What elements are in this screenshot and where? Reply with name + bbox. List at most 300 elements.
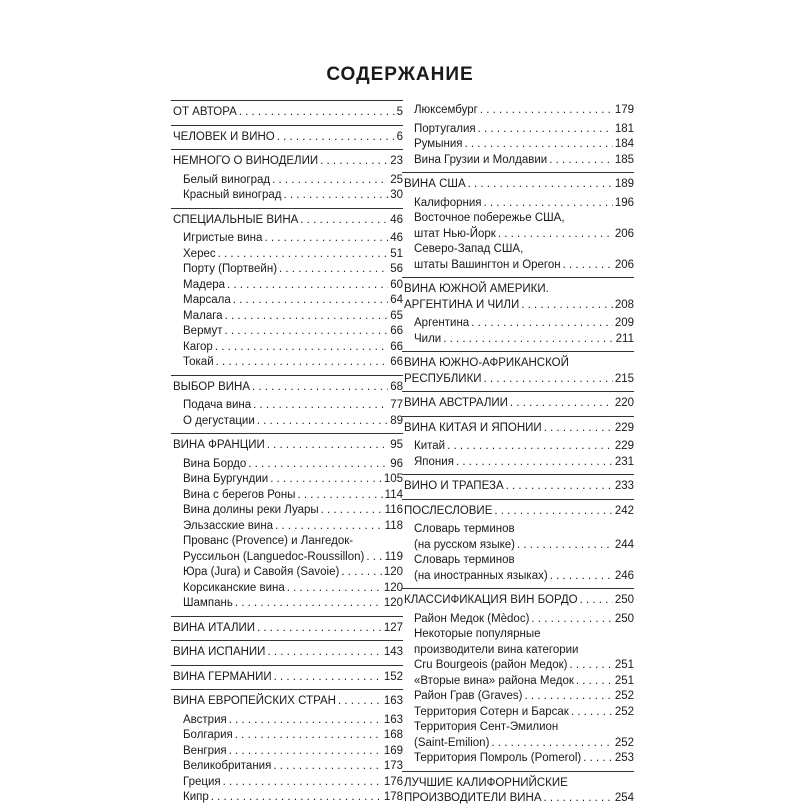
toc-entry-text: Шампань: [183, 597, 233, 609]
toc-section: [402, 499, 634, 585]
page-number: 173: [383, 760, 403, 772]
toc-entry-text: Мадера: [183, 278, 226, 291]
toc-entry-text: ОТ АВТОРА: [173, 106, 237, 118]
toc-chapter[interactable]: [402, 356, 634, 387]
dot-leader: [570, 658, 613, 674]
dot-leader: [483, 196, 612, 212]
toc-entry-text-line: производители вина категории: [414, 643, 579, 656]
dot-leader: [264, 231, 388, 247]
toc-entry-text: ВИНО И ТРАПЕЗА: [404, 480, 504, 492]
dot-leader: [544, 791, 613, 807]
toc-entry-row: [183, 278, 403, 294]
page-number: 251: [614, 659, 634, 671]
toc-chapter[interactable]: [402, 282, 634, 313]
toc-entry-row: [414, 122, 634, 138]
toc-entry-text: Аргентина: [414, 317, 470, 329]
dot-leader: [456, 455, 613, 471]
toc-entry-row: [414, 658, 634, 674]
toc-entry-text: Чили: [414, 332, 442, 345]
dot-leader: [270, 472, 382, 488]
toc-entry-text-line: Некоторые популярные: [414, 628, 541, 640]
page-number: 220: [614, 397, 634, 409]
toc-subentry[interactable]: [171, 188, 403, 204]
toc-subentry[interactable]: [171, 744, 403, 760]
page-number: 46: [390, 213, 403, 226]
page-number: 233: [614, 480, 634, 492]
dot-leader: [216, 355, 389, 371]
toc-entry-row: [404, 504, 634, 520]
toc-entry-row: [173, 154, 403, 170]
toc-subentry[interactable]: [402, 103, 634, 119]
toc-entry-row: [414, 736, 634, 752]
toc-entry-row: [414, 455, 634, 471]
toc-column-right: [402, 100, 634, 811]
toc-subentry[interactable]: [402, 612, 634, 628]
toc-entry-row: [183, 398, 403, 414]
page-number: 168: [383, 729, 403, 741]
toc-chapter[interactable]: [171, 645, 403, 661]
toc-entry-row: [183, 503, 403, 519]
dot-leader: [576, 674, 613, 690]
toc-entry-text: Территория Помроль (Pomerol): [414, 752, 582, 764]
toc-entry-text: Корсиканские вина: [183, 581, 285, 594]
page-number: 208: [614, 298, 634, 311]
toc-subentry[interactable]: [171, 247, 403, 263]
dot-leader: [273, 759, 381, 775]
toc-subentry[interactable]: [402, 674, 634, 690]
toc-entry-text: Венгрия: [183, 744, 227, 757]
dot-leader: [480, 103, 613, 119]
toc-entry-row: [183, 247, 403, 263]
page-number: 120: [383, 566, 403, 578]
toc-chapter[interactable]: [171, 213, 403, 229]
toc-subentry[interactable]: [171, 293, 403, 309]
toc-section: [171, 208, 403, 371]
toc-entry-text: «Вторые вина» района Медок: [414, 674, 574, 687]
toc-subentry[interactable]: [171, 581, 403, 597]
toc-subentry[interactable]: [402, 122, 634, 138]
toc-subentry[interactable]: [171, 309, 403, 325]
page-number: 114: [384, 488, 403, 501]
toc-entry-text-line: Словарь терминов: [414, 523, 515, 535]
toc-entry-row: [404, 421, 634, 437]
toc-entry-row: [404, 396, 634, 412]
toc-entry-row: [183, 414, 403, 430]
page-number: 206: [614, 258, 634, 271]
toc-subentry[interactable]: [402, 720, 634, 751]
dot-leader: [563, 258, 613, 274]
dot-leader: [229, 713, 382, 729]
page-number: 176: [383, 775, 403, 788]
toc-chapter[interactable]: [402, 396, 634, 412]
toc-subentry[interactable]: [402, 137, 634, 153]
toc-entry-row: [414, 316, 634, 332]
toc-subentry[interactable]: [402, 553, 634, 584]
dot-leader: [550, 569, 613, 585]
toc-entry-text: (на русском языке): [414, 538, 515, 551]
page-number: 206: [614, 227, 634, 240]
page-number: 251: [614, 674, 634, 687]
page-number: 120: [383, 581, 403, 594]
page-number: 179: [614, 104, 634, 116]
page-number: 215: [614, 372, 634, 385]
toc-entry-text: (на иностранных языках): [414, 569, 548, 582]
page-number: 46: [390, 232, 403, 244]
toc-entry-row: [183, 355, 403, 371]
toc-entry-text: Херес: [183, 247, 216, 260]
page-number: 253: [614, 752, 634, 764]
dot-leader: [257, 414, 388, 430]
toc-entry-row: [173, 621, 403, 637]
page-number: 56: [390, 263, 403, 275]
toc-chapter[interactable]: [171, 380, 403, 396]
toc-chapter[interactable]: [402, 479, 634, 495]
toc-subentry[interactable]: [171, 355, 403, 371]
toc-subentry[interactable]: [171, 565, 403, 581]
toc-subentry[interactable]: [402, 455, 634, 471]
toc-chapter[interactable]: [402, 593, 634, 609]
toc-subentry[interactable]: [171, 278, 403, 294]
toc-subentry[interactable]: [171, 790, 403, 806]
toc-entry-text: Токай: [183, 356, 214, 368]
page-number: 143: [383, 646, 403, 658]
dot-leader: [498, 227, 613, 243]
page-number: 196: [614, 196, 634, 209]
toc-chapter[interactable]: [402, 504, 634, 520]
dot-leader: [227, 278, 388, 294]
dot-leader: [517, 538, 613, 554]
toc-entry-row: [183, 581, 403, 597]
toc-subentry[interactable]: [402, 439, 634, 455]
toc-entry-row: [404, 479, 634, 495]
toc-section: [402, 172, 634, 273]
toc-subentry[interactable]: [171, 775, 403, 791]
toc-entry-row: [414, 674, 634, 690]
dot-leader: [491, 736, 612, 752]
toc-entry-text: НЕМНОГО О ВИНОДЕЛИИ: [173, 155, 319, 167]
dot-leader: [239, 105, 395, 121]
toc-subentry[interactable]: [402, 316, 634, 332]
dot-leader: [235, 596, 382, 612]
toc-subentry[interactable]: [402, 689, 634, 705]
toc-entry-row: [414, 538, 634, 554]
toc-entry-row: [183, 457, 403, 473]
toc-subentry[interactable]: [171, 488, 403, 504]
toc-entry-text: ПОСЛЕСЛОВИЕ: [404, 504, 493, 517]
toc-entry-text: Вина Грузии и Молдавии: [414, 153, 548, 166]
toc-chapter[interactable]: [171, 105, 403, 121]
toc-entry-text: Япония: [414, 455, 454, 468]
page-number: 96: [390, 457, 403, 470]
dot-leader: [223, 775, 382, 791]
page-number: 66: [390, 340, 403, 353]
toc-entry-row: [414, 103, 634, 119]
dot-leader: [544, 421, 613, 437]
toc-section: [171, 665, 403, 686]
dot-leader: [218, 247, 389, 263]
toc-entry-text: ВИНА ГЕРМАНИИ: [173, 670, 272, 683]
toc-section: [171, 433, 403, 612]
toc-subentry[interactable]: [171, 472, 403, 488]
toc-entry-row: [414, 196, 634, 212]
dot-leader: [510, 396, 613, 412]
toc-entry-text: Игристые вина: [183, 232, 263, 244]
page-number: 127: [383, 621, 403, 634]
dot-leader: [277, 130, 395, 146]
toc-entry-row: [173, 670, 403, 686]
toc-entry-row: [183, 713, 403, 729]
dot-leader: [283, 188, 388, 204]
toc-chapter[interactable]: [402, 776, 634, 807]
toc-entry-row: [414, 153, 634, 169]
page-number: 95: [390, 439, 403, 451]
dot-leader: [252, 380, 388, 396]
toc-subentry[interactable]: [171, 596, 403, 612]
toc-entry-text: ВИНА ИСПАНИИ: [173, 646, 266, 658]
toc-entry-row: [414, 258, 634, 274]
dot-leader: [468, 177, 613, 193]
toc-entry-row: [183, 488, 403, 504]
toc-entry-row: [183, 775, 403, 791]
dot-leader: [279, 262, 388, 278]
dot-leader: [484, 372, 613, 388]
toc-entry-row: [404, 791, 634, 807]
toc-entry-row: [173, 380, 403, 396]
toc-entry-row: [183, 472, 403, 488]
toc-section: [171, 125, 403, 146]
toc-chapter[interactable]: [402, 177, 634, 193]
toc-entry-text: ВИНА ИТАЛИИ: [173, 621, 256, 634]
toc-subentry[interactable]: [171, 457, 403, 473]
toc-entry-text-line: Восточное побережье США,: [414, 212, 565, 224]
page-number: 163: [383, 713, 403, 726]
toc-chapter[interactable]: [402, 421, 634, 437]
toc-entry-text: Вина долины реки Луары: [183, 504, 319, 516]
toc-subentry[interactable]: [402, 627, 634, 674]
toc-subentry[interactable]: [171, 534, 403, 565]
toc-chapter[interactable]: [171, 130, 403, 146]
toc-entry-text: Вина Бургундии: [183, 473, 269, 485]
toc-entry-text: О дегустации: [183, 414, 255, 427]
toc-section: [171, 640, 403, 661]
toc-entry-row: [183, 231, 403, 247]
dot-leader: [583, 751, 613, 767]
page-number: 116: [384, 504, 403, 516]
dot-leader: [549, 153, 613, 169]
toc-entry-text: ВИНА АВСТРАЛИИ: [404, 397, 508, 409]
toc-entry-text: штат Нью-Йорк: [414, 227, 496, 240]
toc-entry-row: [414, 705, 634, 721]
toc-section: [402, 351, 634, 387]
toc-chapter[interactable]: [171, 670, 403, 686]
toc-section: [171, 616, 403, 637]
toc-subentry[interactable]: [402, 705, 634, 721]
toc-subentry[interactable]: [402, 211, 634, 242]
toc-section: [402, 771, 634, 807]
toc-subentry[interactable]: [402, 751, 634, 767]
toc-entry-text: Территория Сотерн и Барсак: [414, 705, 569, 718]
toc-section: [171, 689, 403, 806]
dot-leader: [524, 689, 612, 705]
page-number: 231: [614, 455, 634, 468]
dot-leader: [443, 332, 613, 348]
toc-entry-text: Юра (Jura) и Савойя (Savoie): [183, 566, 340, 578]
toc-entry-row: [414, 689, 634, 705]
toc-entry-text: Вермут: [183, 325, 223, 337]
dot-leader: [253, 398, 388, 414]
page-number: 250: [614, 594, 634, 606]
toc-entry-row: [183, 519, 403, 535]
page-number: 51: [390, 247, 403, 260]
page-number: 185: [614, 153, 634, 166]
toc-entry-text: Великобритания: [183, 760, 272, 772]
page-number: 178: [383, 791, 403, 803]
toc-subentry[interactable]: [402, 196, 634, 212]
toc-entry-row: [173, 694, 403, 710]
toc-entry-text: Болгария: [183, 729, 233, 741]
page-number: 23: [390, 155, 403, 167]
toc-entry-text: Кагор: [183, 340, 213, 353]
toc-section: [171, 149, 403, 204]
page-number: 25: [390, 173, 403, 186]
dot-leader: [338, 694, 382, 710]
toc-entry-text: Греция: [183, 775, 221, 788]
toc-entry-row: [183, 550, 403, 566]
toc-subentry[interactable]: [402, 332, 634, 348]
toc-chapter[interactable]: [171, 154, 403, 170]
toc-entry-row: [414, 751, 634, 767]
dot-leader: [235, 728, 382, 744]
page-number: 65: [390, 309, 403, 322]
page-number: 89: [390, 414, 403, 427]
toc-entry-text: РЕСПУБЛИКИ: [404, 372, 482, 385]
toc-section: [171, 100, 403, 121]
toc-subentry[interactable]: [171, 173, 403, 189]
toc-entry-row: [404, 298, 634, 314]
toc-subentry[interactable]: [171, 398, 403, 414]
dot-leader: [297, 488, 382, 504]
page-number: 229: [614, 421, 634, 434]
dot-leader: [580, 593, 613, 609]
toc-entry-row: [183, 262, 403, 278]
toc-entry-text: ВИНА КИТАЯ И ЯПОНИИ: [404, 421, 542, 434]
toc-entry-text: штаты Вашингтон и Орегон: [414, 258, 561, 271]
toc-subentry[interactable]: [171, 414, 403, 430]
toc-subentry[interactable]: [171, 324, 403, 340]
toc-entry-text-line: Словарь терминов: [414, 554, 515, 566]
toc-entry-text-line: Северо-Запад США,: [414, 243, 524, 255]
toc-entry-text: Марсала: [183, 294, 231, 306]
toc-section: [402, 474, 634, 495]
page-number: 229: [614, 440, 634, 452]
toc-entry-row: [183, 340, 403, 356]
toc-entry-text: Район Грав (Graves): [414, 690, 523, 702]
dot-leader: [233, 293, 388, 309]
toc-entry-text: Вина с берегов Роны: [183, 488, 296, 501]
toc-entry-row: [183, 324, 403, 340]
page-number: 184: [614, 138, 634, 150]
toc-subentry[interactable]: [402, 522, 634, 553]
dot-leader: [341, 565, 381, 581]
toc-entry-text: Люксембург: [414, 104, 478, 116]
toc-entry-row: [404, 593, 634, 609]
page-number: 5: [396, 106, 403, 118]
page-number: 60: [390, 278, 403, 291]
toc-entry-text-line: ВИНА ЮЖНО-АФРИКАНСКОЙ: [404, 357, 569, 369]
dot-leader: [225, 324, 389, 340]
toc-entry-text: Подача вина: [183, 399, 252, 411]
page-number: 120: [383, 597, 403, 609]
toc-subentry[interactable]: [171, 713, 403, 729]
dot-leader: [229, 744, 382, 760]
toc-subentry[interactable]: [171, 759, 403, 775]
toc-subentry[interactable]: [171, 231, 403, 247]
toc-entry-text: Малага: [183, 309, 223, 322]
toc-entry-text-line: ЛУЧШИЕ КАЛИФОРНИЙСКИЕ: [404, 776, 568, 789]
toc-entry-row: [183, 293, 403, 309]
page-number: 252: [614, 705, 634, 718]
toc-subentry[interactable]: [171, 728, 403, 744]
dot-leader: [267, 645, 381, 661]
toc-entry-text: Эльзасские вина: [183, 519, 274, 532]
dot-leader: [478, 122, 613, 138]
toc-entry-row: [404, 372, 634, 388]
toc-entry-row: [173, 438, 403, 454]
toc-entry-row: [183, 596, 403, 612]
toc-entry-text: Австрия: [183, 713, 227, 726]
toc-entry-row: [414, 332, 634, 348]
dot-leader: [300, 213, 388, 229]
toc-subentry[interactable]: [402, 242, 634, 273]
page-number: 118: [384, 519, 403, 532]
toc-entry-text: СПЕЦИАЛЬНЫЕ ВИНА: [173, 213, 299, 226]
page-number: 246: [614, 569, 634, 582]
toc-section: [402, 416, 634, 471]
toc-entry-text: ЧЕЛОВЕК И ВИНО: [173, 130, 275, 143]
dot-leader: [287, 581, 382, 597]
toc-entry-text-line: Территория Сент-Эмилион: [414, 721, 559, 733]
toc-entry-row: [173, 645, 403, 661]
toc-section: [402, 391, 634, 412]
toc-entry-text: Вина Бордо: [183, 457, 247, 470]
toc-chapter[interactable]: [171, 694, 403, 710]
toc-subentry[interactable]: [171, 519, 403, 535]
dot-leader: [272, 173, 388, 189]
toc-chapter[interactable]: [171, 621, 403, 637]
page-number: 66: [390, 356, 403, 368]
page-number: 105: [383, 473, 403, 485]
page-title: СОДЕРЖАНИЕ: [326, 64, 474, 85]
toc-section: [402, 277, 634, 347]
page-number: 68: [390, 380, 403, 393]
toc-entry-text: (Saint-Emilion): [414, 736, 490, 749]
page-number: 66: [390, 325, 403, 337]
page-number: 209: [614, 317, 634, 329]
toc-subentry[interactable]: [171, 503, 403, 519]
toc-entry-text: Китай: [414, 440, 446, 452]
page-number: 242: [614, 504, 634, 517]
page-number: 77: [390, 399, 403, 411]
toc-subentry[interactable]: [171, 340, 403, 356]
toc-chapter[interactable]: [171, 438, 403, 454]
dot-leader: [225, 309, 389, 325]
dot-leader: [521, 298, 613, 314]
toc-subentry[interactable]: [171, 262, 403, 278]
toc-subentry[interactable]: [402, 153, 634, 169]
toc-entry-text-line: Прованс (Provence) и Лангедок-: [183, 535, 354, 547]
toc-entry-row: [183, 188, 403, 204]
dot-leader: [464, 137, 612, 153]
